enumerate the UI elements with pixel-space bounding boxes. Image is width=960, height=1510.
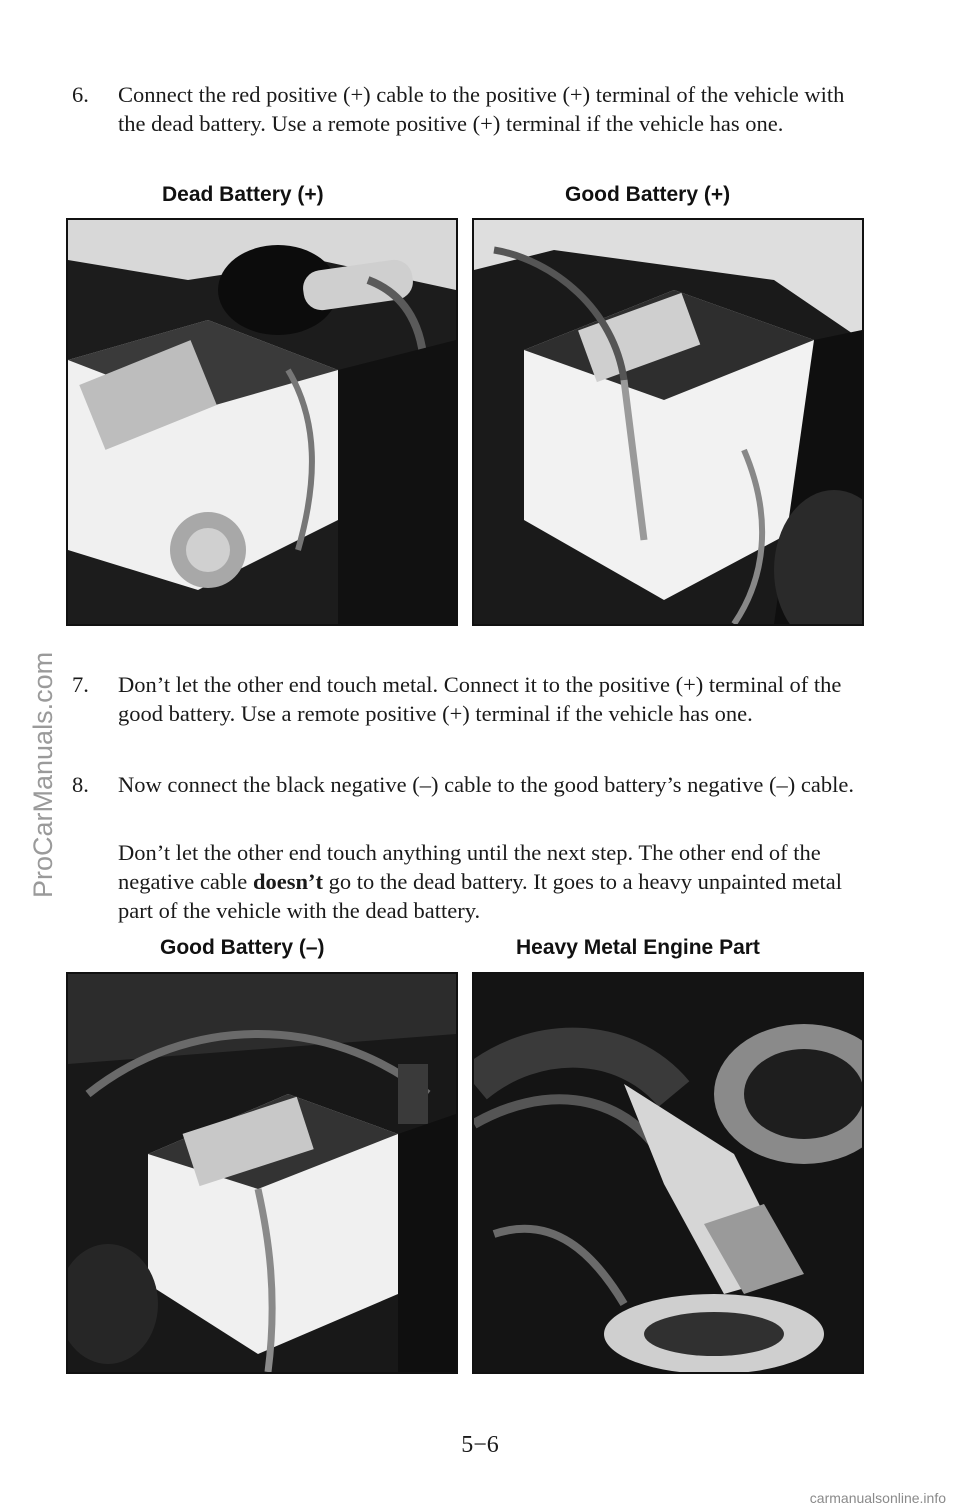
note-paragraph xyxy=(118,838,868,925)
bottom-watermark: carmanualsonline.info xyxy=(809,1490,946,1506)
side-watermark xyxy=(2,630,68,900)
step-7-text: Don’t let the other end touch metal. Connect it to the positive (+) terminal of the good battery. Use a remote positive (+) terminal if the vehicle has one. xyxy=(118,672,842,726)
side-watermark-text: ProCarManuals.com xyxy=(28,651,58,898)
step-6-text: Connect the red positive (+) cable to the positive (+) terminal of the vehicle with the dead battery. Use a remote positive (+) terminal if the vehicle has one. xyxy=(118,82,845,136)
photo-good-battery-negative xyxy=(66,972,458,1374)
step-7 xyxy=(72,670,862,728)
note-text-before: Don’t let the other end touch anything until the next step. The other end of the negative cable xyxy=(118,840,821,894)
caption-dead-battery-positive: Dead Battery (+) xyxy=(162,183,324,206)
step-6-number: 6. xyxy=(72,82,89,107)
caption-good-battery-negative: Good Battery (–) xyxy=(160,936,325,959)
step-8 xyxy=(72,770,862,799)
photo-dead-battery-positive xyxy=(66,218,458,626)
caption-good-battery-positive: Good Battery (+) xyxy=(565,183,731,206)
photo-heavy-metal-engine-part xyxy=(472,972,864,1374)
note-text-after: go to the dead battery. It goes to a heavy unpainted metal part of the vehicle with the dead battery. xyxy=(118,869,842,923)
step-7-number: 7. xyxy=(72,672,89,697)
photo-good-battery-positive xyxy=(472,218,864,626)
step-6 xyxy=(72,80,862,138)
step-8-number: 8. xyxy=(72,772,89,797)
caption-heavy-metal-engine-part: Heavy Metal Engine Part xyxy=(516,936,760,959)
step-8-text: Now connect the black negative (–) cable to the good battery’s negative (–) cable. xyxy=(118,772,854,797)
page-number: 5−6 xyxy=(461,1432,499,1458)
note-text-bold: doesn’t xyxy=(252,869,323,894)
